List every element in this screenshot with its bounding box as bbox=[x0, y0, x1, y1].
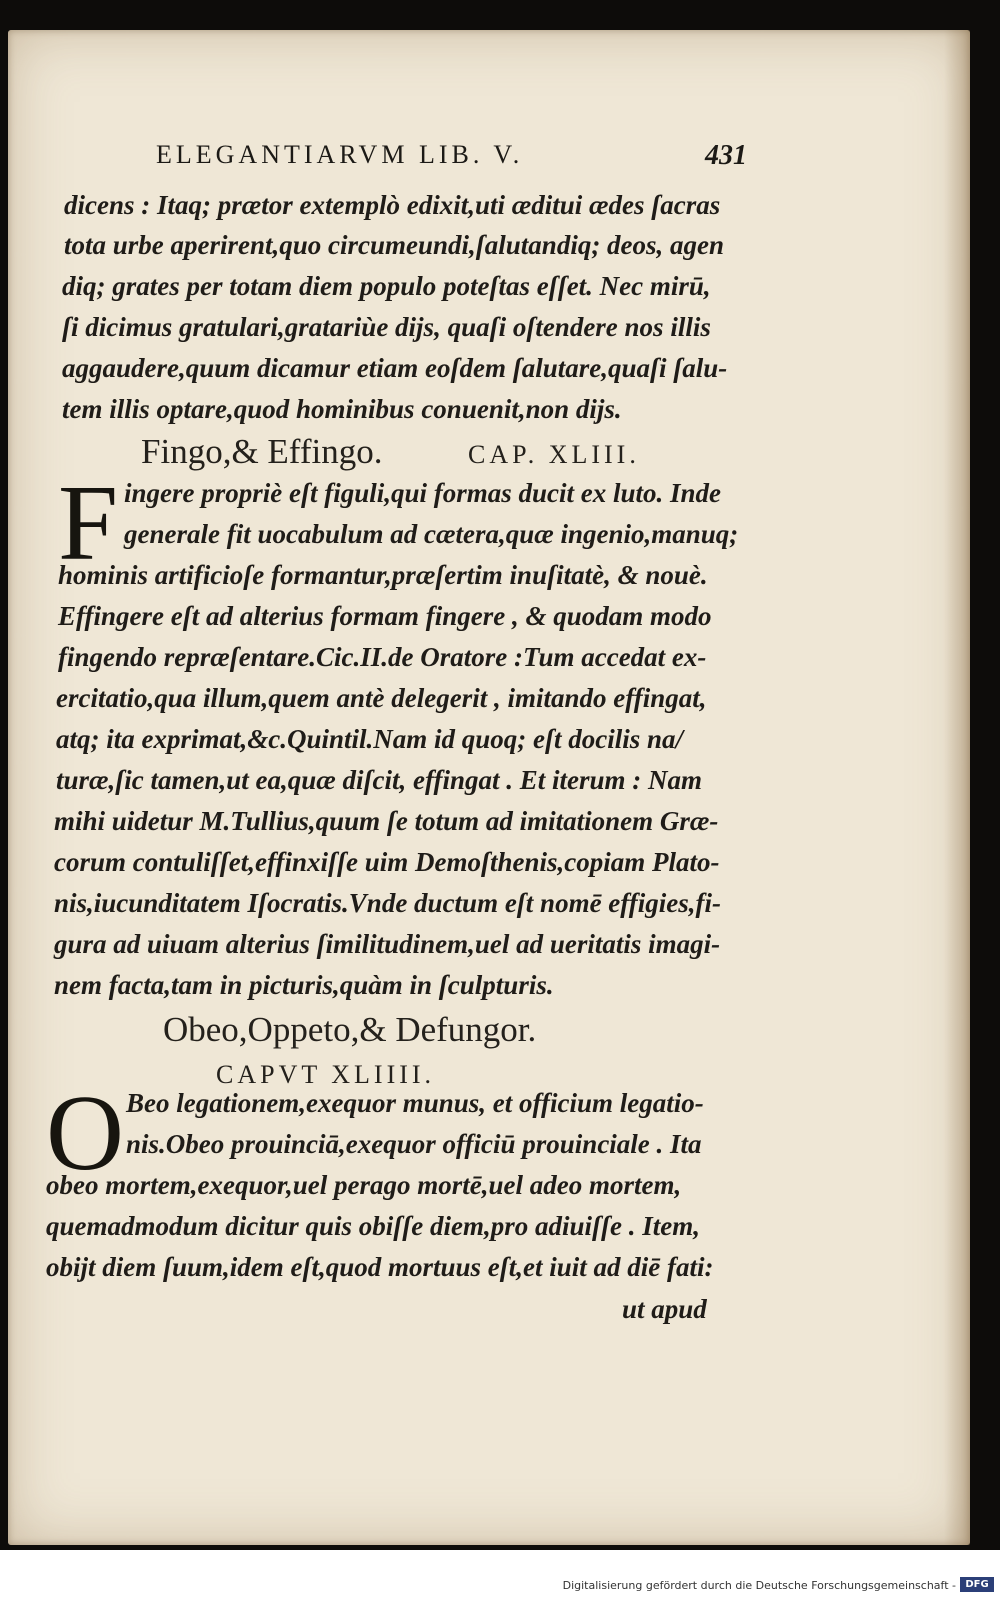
chapter-number: CAPVT XLIIII. bbox=[216, 1060, 436, 1089]
text-line: nis,iucunditatem Iſocratis.Vnde ductum eſt nomē effigies,fi- bbox=[54, 888, 722, 918]
digitization-credit: Digitalisierung gefördert durch die Deutsche Forschungsgemeinschaft - bbox=[562, 1579, 956, 1592]
book-page bbox=[8, 30, 970, 1545]
text-line: tem illis optare,quod hominibus conuenit,non dijs. bbox=[62, 394, 622, 424]
text-line: turæ,ſic tamen,ut ea,quæ diſcit, effingat . Et iterum : Nam bbox=[56, 765, 703, 795]
text-line: ingere propriè eſt figuli,qui formas ducit ex luto. Inde bbox=[124, 478, 722, 508]
chapter-heading: Obeo,Oppeto,& Defungor. bbox=[163, 1010, 537, 1049]
catchword: ut apud bbox=[622, 1294, 707, 1324]
footer-bar bbox=[0, 1550, 1000, 1602]
text-line: nis.Obeo prouinciā,exequor officiū prouinciale . Ita bbox=[126, 1129, 702, 1159]
text-line: obeo mortem,exequor,uel perago mortē,uel adeo mortem, bbox=[46, 1170, 682, 1200]
text-line: Beo legationem,exequor munus, et officium legatio- bbox=[126, 1088, 704, 1118]
text-line: ſi dicimus gratulari,gratariùe dijs, quaſi oſtendere nos illis bbox=[62, 312, 711, 342]
text-line: ercitatio,qua illum,quem antè delegerit , imitando effingat, bbox=[56, 683, 707, 713]
drop-cap-initial: F bbox=[58, 464, 119, 583]
text-line: diq; grates per totam diem populo poteſtas eſſet. Nec mirū, bbox=[62, 271, 711, 301]
text-line: aggaudere,quum dicamur etiam eoſdem ſalutare,quaſi ſalu- bbox=[62, 353, 728, 383]
chapter-heading: Fingo,& Effingo. bbox=[141, 432, 383, 471]
text-line: generale fit uocabulum ad cætera,quæ ingenio,manuq; bbox=[124, 519, 739, 549]
dfg-logo: DFG bbox=[960, 1577, 994, 1592]
drop-cap-initial: O bbox=[46, 1074, 124, 1193]
chapter-number: CAP. XLIII. bbox=[468, 440, 640, 469]
text-line: corum contuliſſet,effinxiſſe uim Demoſthenis,copiam Plato- bbox=[54, 847, 720, 877]
text-line: mihi uidetur M.Tullius,quum ſe totum ad imitationem Græ- bbox=[54, 806, 719, 836]
text-line: fingendo repræſentare.Cic.II.de Oratore :Tum accedat ex- bbox=[58, 642, 707, 672]
text-line: atq; ita exprimat,&c.Quintil.Nam id quoq; eſt docilis na/ bbox=[56, 724, 684, 754]
text-line: tota urbe aperirent,quo circumeundi,ſalutandiq; deos, agen bbox=[64, 230, 725, 260]
text-line: Effingere eſt ad alterius formam fingere , & quodam modo bbox=[58, 601, 712, 631]
page-number: 431 bbox=[705, 140, 747, 171]
text-line: dicens : Itaq; prætor extemplò edixit,uti æditui ædes ſacras bbox=[64, 190, 721, 220]
text-line: gura ad uiuam alterius ſimilitudinem,uel ad ueritatis imagi- bbox=[54, 929, 721, 959]
text-line: obijt diem ſuum,idem eſt,quod mortuus eſt,et iuit ad diē fati: bbox=[46, 1252, 714, 1282]
text-line: hominis artificioſe formantur,præſertim inuſitatè, & nouè. bbox=[58, 560, 708, 590]
text-line: quemadmodum dicitur quis obiſſe diem,pro adiuiſſe . Item, bbox=[46, 1211, 700, 1241]
running-head: ELEGANTIARVM LIB. V. bbox=[156, 140, 524, 169]
text-line: nem facta,tam in picturis,quàm in ſculpturis. bbox=[54, 970, 554, 1000]
